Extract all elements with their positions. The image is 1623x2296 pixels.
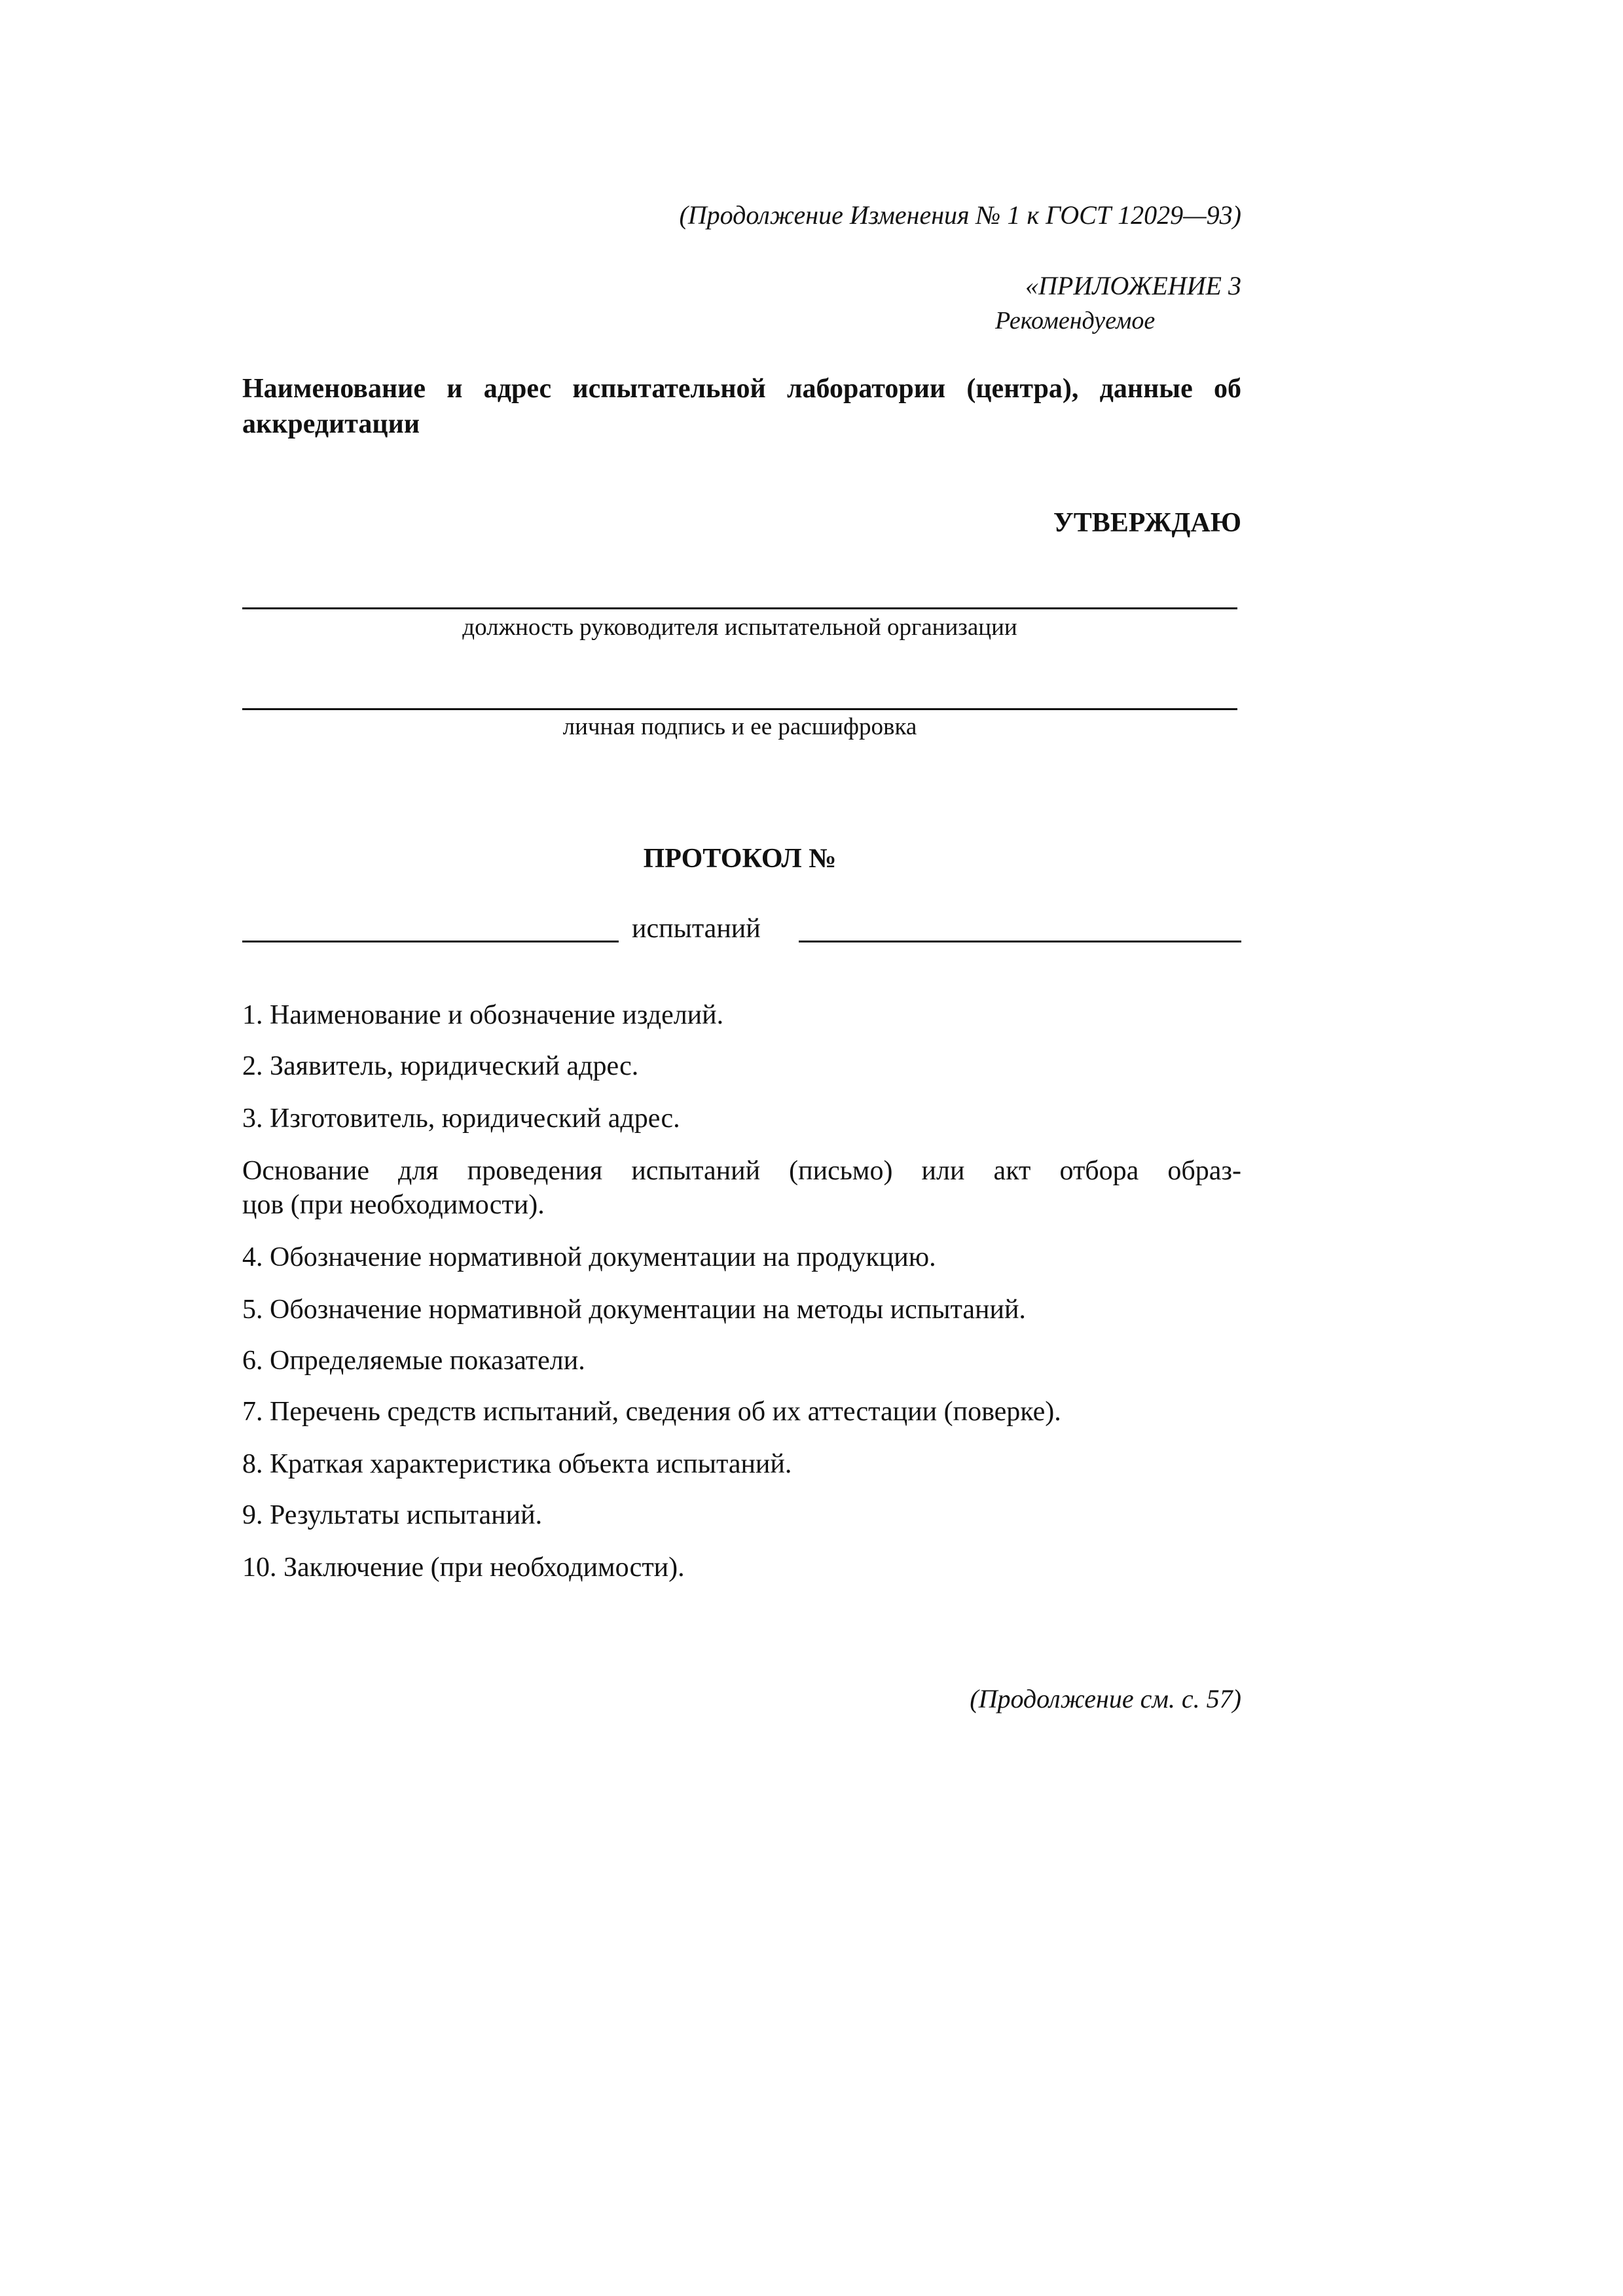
continuation-footer: (Продолжение см. с. 57) [970,1684,1241,1713]
tests-label: испытаний [632,914,761,944]
basis-line1: Основание для проведения испытаний (письмо) или акт отбора образ- [242,1156,1241,1186]
protocol-line-right [799,941,1241,942]
list-item: 9. Результаты испытаний. [242,1500,543,1530]
position-caption: должность руководителя испытательной организации [462,614,1017,641]
list-item: 2. Заявитель, юридический адрес. [242,1051,639,1081]
lab-title-line1: Наименование и адрес испытательной лаборатории (центра), данные об [242,374,1241,404]
position-line [242,607,1237,609]
basis-line2: цов (при необходимости). [242,1190,545,1220]
list-item: 10. Заключение (при необходимости). [242,1552,685,1583]
list-item: 5. Обозначение нормативной документации на методы испытаний. [242,1295,1026,1325]
signature-caption: личная подпись и ее расшифровка [562,713,917,740]
protocol-line-left [242,941,619,942]
list-item: 8. Краткая характеристика объекта испытаний. [242,1449,792,1479]
lab-title-line2: аккредитации [242,409,420,439]
approve-label: УТВЕРЖДАЮ [1053,508,1241,538]
continuation-header: (Продолжение Изменения № 1 к ГОСТ 12029—93) [679,200,1241,230]
list-item: 3. Изготовитель, юридический адрес. [242,1103,680,1134]
list-item: 1. Наименование и обозначение изделий. [242,1000,724,1030]
protocol-title: ПРОТОКОЛ № [643,844,837,874]
list-item: 7. Перечень средств испытаний, сведения об их аттестации (поверке). [242,1397,1061,1427]
list-item: 6. Определяемые показатели. [242,1346,585,1376]
signature-line [242,708,1237,710]
appendix-label: «ПРИЛОЖЕНИЕ 3 [1025,271,1241,300]
recommended-label: Рекомендуемое [995,307,1156,334]
list-item: 4. Обозначение нормативной документации на продукцию. [242,1242,936,1272]
